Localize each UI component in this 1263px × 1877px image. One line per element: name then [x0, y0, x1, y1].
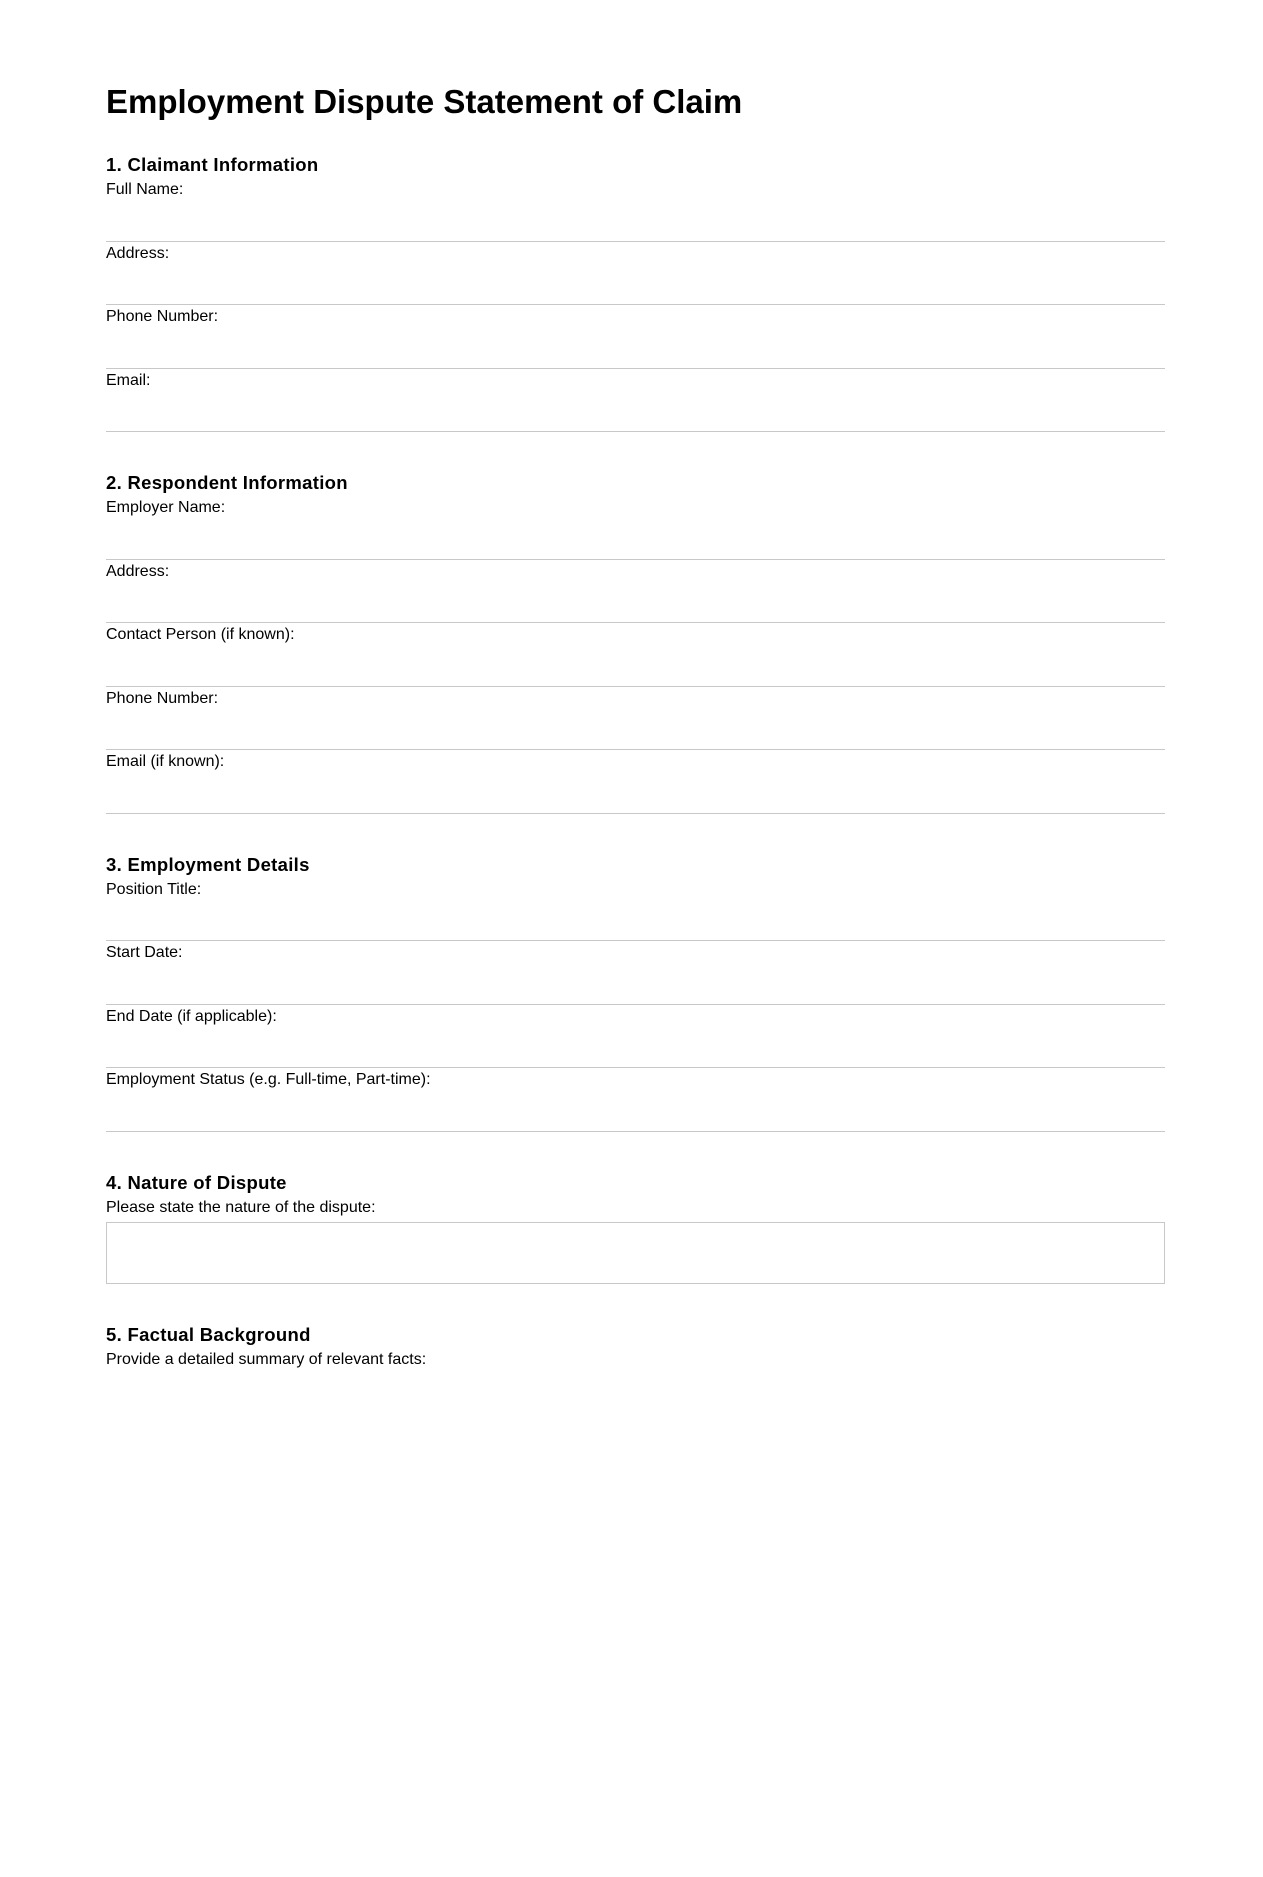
respondent-employer-name-field[interactable] [106, 496, 1165, 560]
input-underline [106, 1131, 1165, 1132]
claimant-full-name-field[interactable] [106, 178, 1165, 242]
field-label: End Date (if applicable): [106, 1007, 277, 1025]
claimant-email-field[interactable] [106, 369, 1165, 433]
respondent-address-field[interactable] [106, 560, 1165, 624]
field-label: Employment Status (e.g. Full-time, Part-time): [106, 1071, 431, 1088]
employment-end-date-field[interactable] [106, 1005, 1165, 1069]
field-label: Position Title: [106, 880, 202, 898]
field-label: Contact Person (if known): [106, 626, 295, 643]
employment-position-title-field[interactable] [106, 878, 1165, 942]
field-label: Address: [106, 244, 170, 262]
field-label: Employer Name: [106, 499, 226, 516]
employment-status-field[interactable] [106, 1068, 1165, 1132]
respondent-phone-field[interactable] [106, 687, 1165, 751]
section-employment-details [106, 852, 1165, 1132]
section-factual-background [106, 1322, 1165, 1374]
section-respondent-information [106, 470, 1165, 814]
document-title: Employment Dispute Statement of Claim [106, 83, 743, 120]
section-title: 4. Nature of Dispute [106, 1171, 287, 1193]
respondent-contact-person-field[interactable] [106, 623, 1165, 687]
field-label: Email (if known): [106, 753, 225, 770]
employment-start-date-field[interactable] [106, 941, 1165, 1005]
section-title: 3. Employment Details [106, 853, 310, 875]
field-label: Email: [106, 371, 151, 389]
section-title: 1. Claimant Information [106, 154, 319, 175]
field-label: Start Date: [106, 944, 183, 961]
input-underline [106, 431, 1165, 432]
facts-prompt: Provide a detailed summary of relevant facts: [106, 1350, 427, 1368]
field-label: Phone Number: [106, 689, 219, 707]
dispute-text-area[interactable] [106, 1222, 1165, 1284]
dispute-prompt: Please state the nature of the dispute: [106, 1198, 376, 1216]
section-nature-of-dispute [106, 1170, 1165, 1284]
section-title: 2. Respondent Information [106, 472, 348, 493]
claimant-phone-field[interactable] [106, 305, 1165, 369]
respondent-email-field[interactable] [106, 750, 1165, 814]
document-page [106, 80, 1165, 1374]
section-title: 5. Factual Background [106, 1323, 311, 1345]
section-claimant-information [106, 152, 1165, 432]
claimant-address-field[interactable] [106, 242, 1165, 306]
field-label: Full Name: [106, 181, 184, 198]
field-label: Phone Number: [106, 308, 219, 325]
input-underline [106, 813, 1165, 814]
field-label: Address: [106, 562, 170, 580]
